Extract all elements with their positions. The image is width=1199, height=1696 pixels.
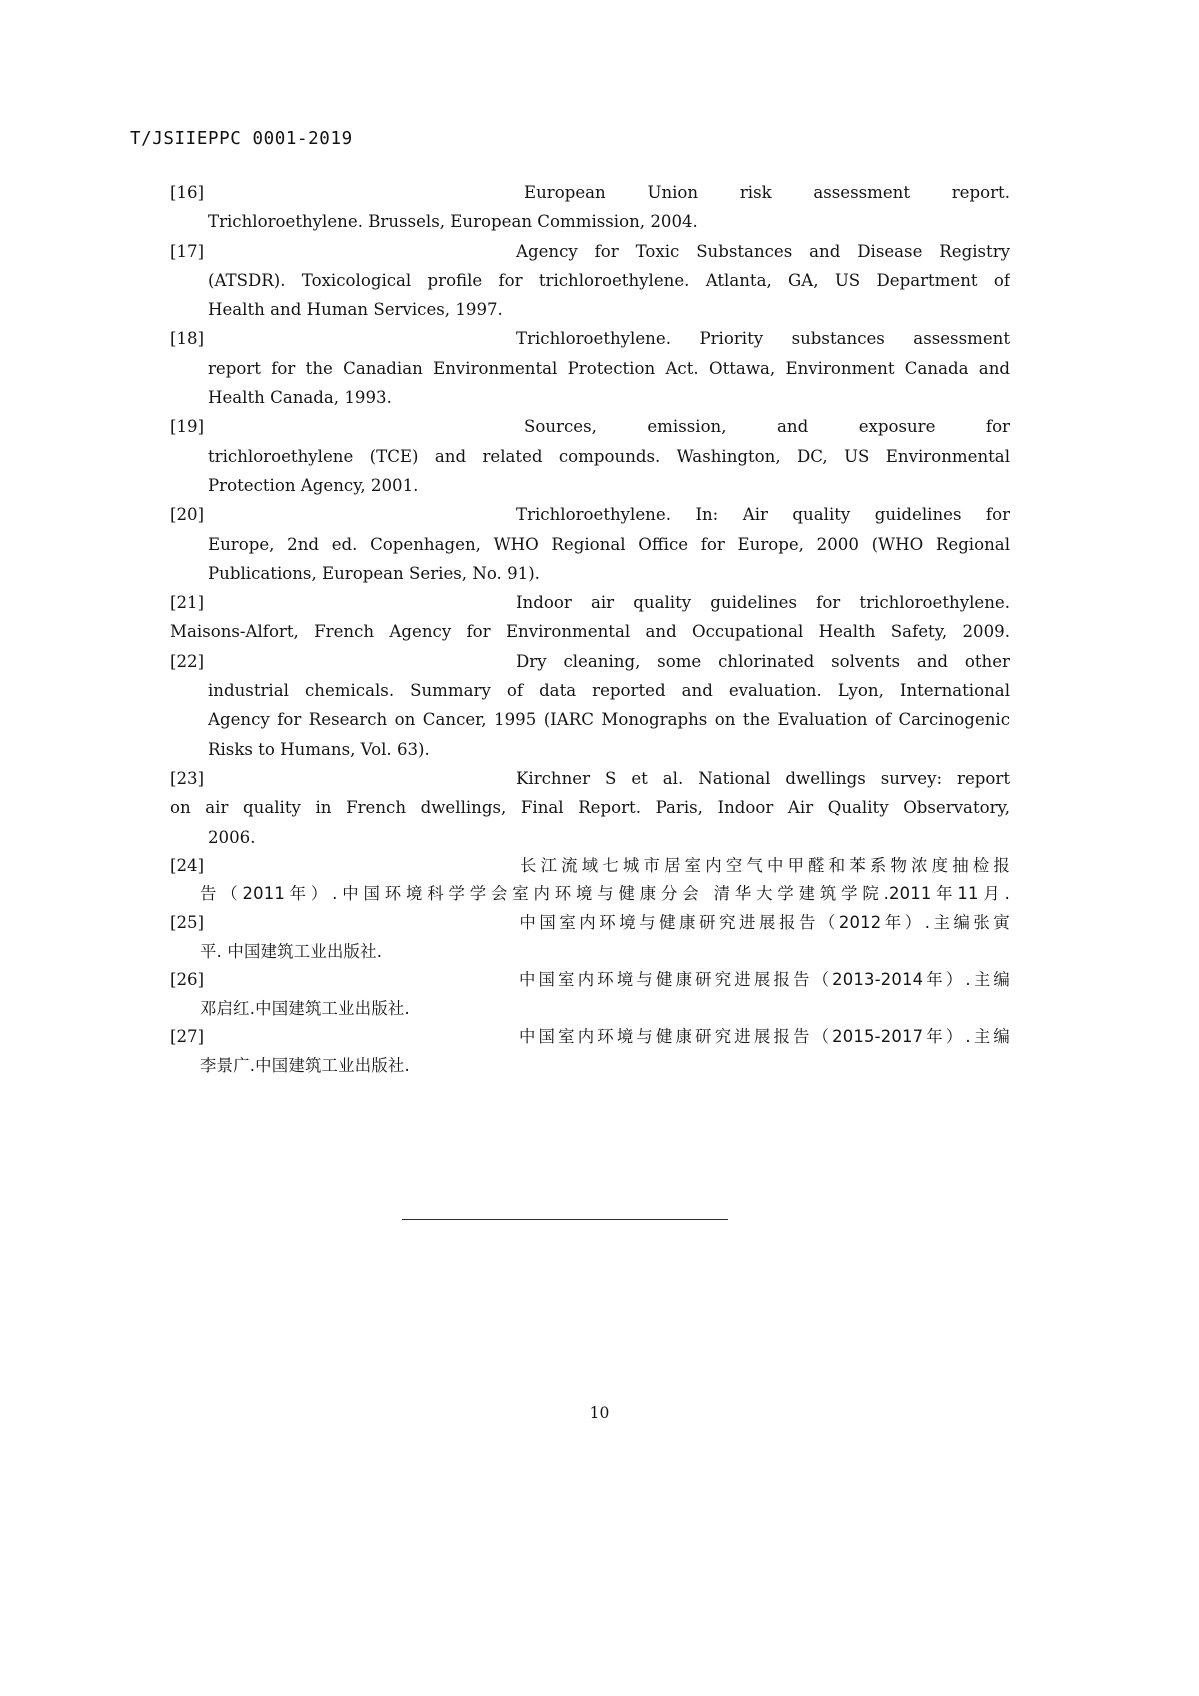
- reference-marker: [22]: [170, 651, 205, 671]
- reference-marker: [17]: [170, 241, 205, 261]
- reference-entry-19: [170, 412, 1010, 500]
- reference-line-text: Health and Human Services, 1997.: [208, 300, 503, 320]
- reference-line-text: Dry cleaning, some chlorinated solvents and other: [516, 651, 1010, 671]
- reference-line-text: industrial chemicals. Summary of data reported and evaluation. Lyon, International: [208, 681, 1010, 701]
- reference-marker: [20]: [170, 505, 205, 525]
- reference-line-text: 中国室内环境与健康研究进展报告（2012年）.主编张寅: [516, 913, 1010, 933]
- reference-first-line: [170, 966, 1010, 995]
- reference-continuation-line: [170, 383, 1010, 412]
- reference-line-text: 中国室内环境与健康研究进展报告（2013-2014年）.主编: [516, 970, 1010, 990]
- reference-continuation-line: [170, 676, 1010, 705]
- reference-first-line: [170, 178, 1010, 207]
- reference-entry-16: [170, 178, 1010, 237]
- reference-line-text: Health Canada, 1993.: [208, 388, 392, 408]
- reference-first-line: [170, 500, 1010, 529]
- reference-first-line: [170, 1023, 1010, 1052]
- reference-first-line: [170, 647, 1010, 676]
- reference-line-text: 告（2011年）.中国环境科学学会室内环境与健康分会 清华大学建筑学院.2011年11月.: [200, 884, 1010, 904]
- reference-line-text: Trichloroethylene. Priority substances assessment: [516, 329, 1010, 349]
- reference-line-text: 平. 中国建筑工业出版社.: [200, 941, 383, 961]
- reference-marker: [24]: [170, 855, 205, 875]
- reference-line-text: 2006.: [208, 827, 256, 847]
- reference-line-text: Agency for Research on Cancer, 1995 (IARC Monographs on the Evaluation of Carcinogenic: [208, 710, 1010, 730]
- reference-line-text: Maisons-Alfort, French Agency for Environmental and Occupational Health Safety, 2009.: [170, 622, 1010, 642]
- reference-entry-27: [170, 1023, 1010, 1080]
- reference-entry-23: [170, 764, 1010, 852]
- reference-entry-18: [170, 324, 1010, 412]
- reference-continuation-line: [170, 354, 1010, 383]
- reference-line-text: 李景广.中国建筑工业出版社.: [200, 1055, 410, 1075]
- reference-marker: [26]: [170, 970, 205, 990]
- reference-marker: [25]: [170, 913, 205, 933]
- reference-entry-24: [170, 852, 1010, 909]
- reference-marker: [19]: [170, 417, 205, 437]
- reference-continuation-line: [170, 995, 1010, 1024]
- reference-line-text: (ATSDR). Toxicological profile for trichloroethylene. Atlanta, GA, US Department of: [208, 270, 1010, 290]
- reference-entry-20: [170, 500, 1010, 588]
- reference-line-text: 邓启红.中国建筑工业出版社.: [200, 998, 410, 1018]
- reference-first-line: [170, 324, 1010, 353]
- reference-continuation-line: [170, 617, 1010, 646]
- reference-continuation-line: [170, 735, 1010, 764]
- reference-line-text: Risks to Humans, Vol. 63).: [208, 739, 430, 759]
- reference-first-line: [170, 237, 1010, 266]
- reference-line-text: Europe, 2nd ed. Copenhagen, WHO Regional Office for Europe, 2000 (WHO Regional: [208, 534, 1010, 554]
- reference-line-text: Agency for Toxic Substances and Disease Registry: [516, 241, 1010, 261]
- reference-line-text: Kirchner S et al. National dwellings survey: report: [516, 768, 1010, 788]
- reference-continuation-line: [170, 295, 1010, 324]
- reference-marker: [18]: [170, 329, 205, 349]
- reference-first-line: [170, 852, 1010, 881]
- reference-line-text: Indoor air quality guidelines for trichloroethylene.: [516, 593, 1010, 613]
- reference-list: [170, 178, 1010, 1081]
- footer-separator-rule: [402, 1219, 728, 1220]
- reference-entry-21: [170, 588, 1010, 647]
- reference-line-text: trichloroethylene (TCE) and related compounds. Washington, DC, US Environmental: [208, 446, 1010, 466]
- document-header-standard-number: T/JSIIEPPC 0001-2019: [130, 129, 353, 149]
- reference-first-line: [170, 764, 1010, 793]
- reference-first-line: [170, 412, 1010, 441]
- reference-continuation-line: [170, 471, 1010, 500]
- reference-line-text: European Union risk assessment report.: [524, 183, 1010, 202]
- reference-line-text: Publications, European Series, No. 91).: [208, 563, 540, 583]
- reference-continuation-line: [170, 530, 1010, 559]
- reference-line-text: Trichloroethylene. In: Air quality guidelines for: [516, 505, 1010, 525]
- reference-line-text: Protection Agency, 2001.: [208, 475, 419, 495]
- reference-entry-26: [170, 966, 1010, 1023]
- reference-marker: [21]: [170, 593, 205, 613]
- reference-line-text: on air quality in French dwellings, Final Report. Paris, Indoor Air Quality Observatory,: [170, 798, 1010, 818]
- reference-continuation-line: [170, 938, 1010, 967]
- reference-marker: [23]: [170, 768, 205, 788]
- reference-first-line: [170, 588, 1010, 617]
- reference-line-text: Sources, emission, and exposure for: [524, 417, 1010, 437]
- reference-marker: [16]: [170, 183, 205, 202]
- reference-entry-22: [170, 647, 1010, 764]
- reference-continuation-line: [170, 442, 1010, 471]
- reference-continuation-line: [170, 705, 1010, 734]
- reference-continuation-line: [170, 880, 1010, 909]
- reference-continuation-line: [170, 793, 1010, 822]
- reference-line-text: Trichloroethylene. Brussels, European Commission, 2004.: [208, 212, 698, 232]
- reference-first-line: [170, 909, 1010, 938]
- reference-marker: [27]: [170, 1027, 205, 1047]
- reference-continuation-line: [170, 207, 1010, 236]
- reference-continuation-line: [170, 559, 1010, 588]
- reference-entry-17: [170, 237, 1010, 325]
- reference-continuation-line: [170, 823, 1010, 852]
- reference-entry-25: [170, 909, 1010, 966]
- reference-continuation-line: [170, 266, 1010, 295]
- reference-continuation-line: [170, 1052, 1010, 1081]
- reference-line-text: report for the Canadian Environmental Protection Act. Ottawa, Environment Canada and: [208, 358, 1010, 378]
- reference-line-text: 长江流域七城市居室内空气中甲醛和苯系物浓度抽检报: [516, 855, 1010, 875]
- reference-line-text: 中国室内环境与健康研究进展报告（2015-2017年）.主编: [516, 1027, 1010, 1047]
- page-number: 10: [589, 1404, 610, 1422]
